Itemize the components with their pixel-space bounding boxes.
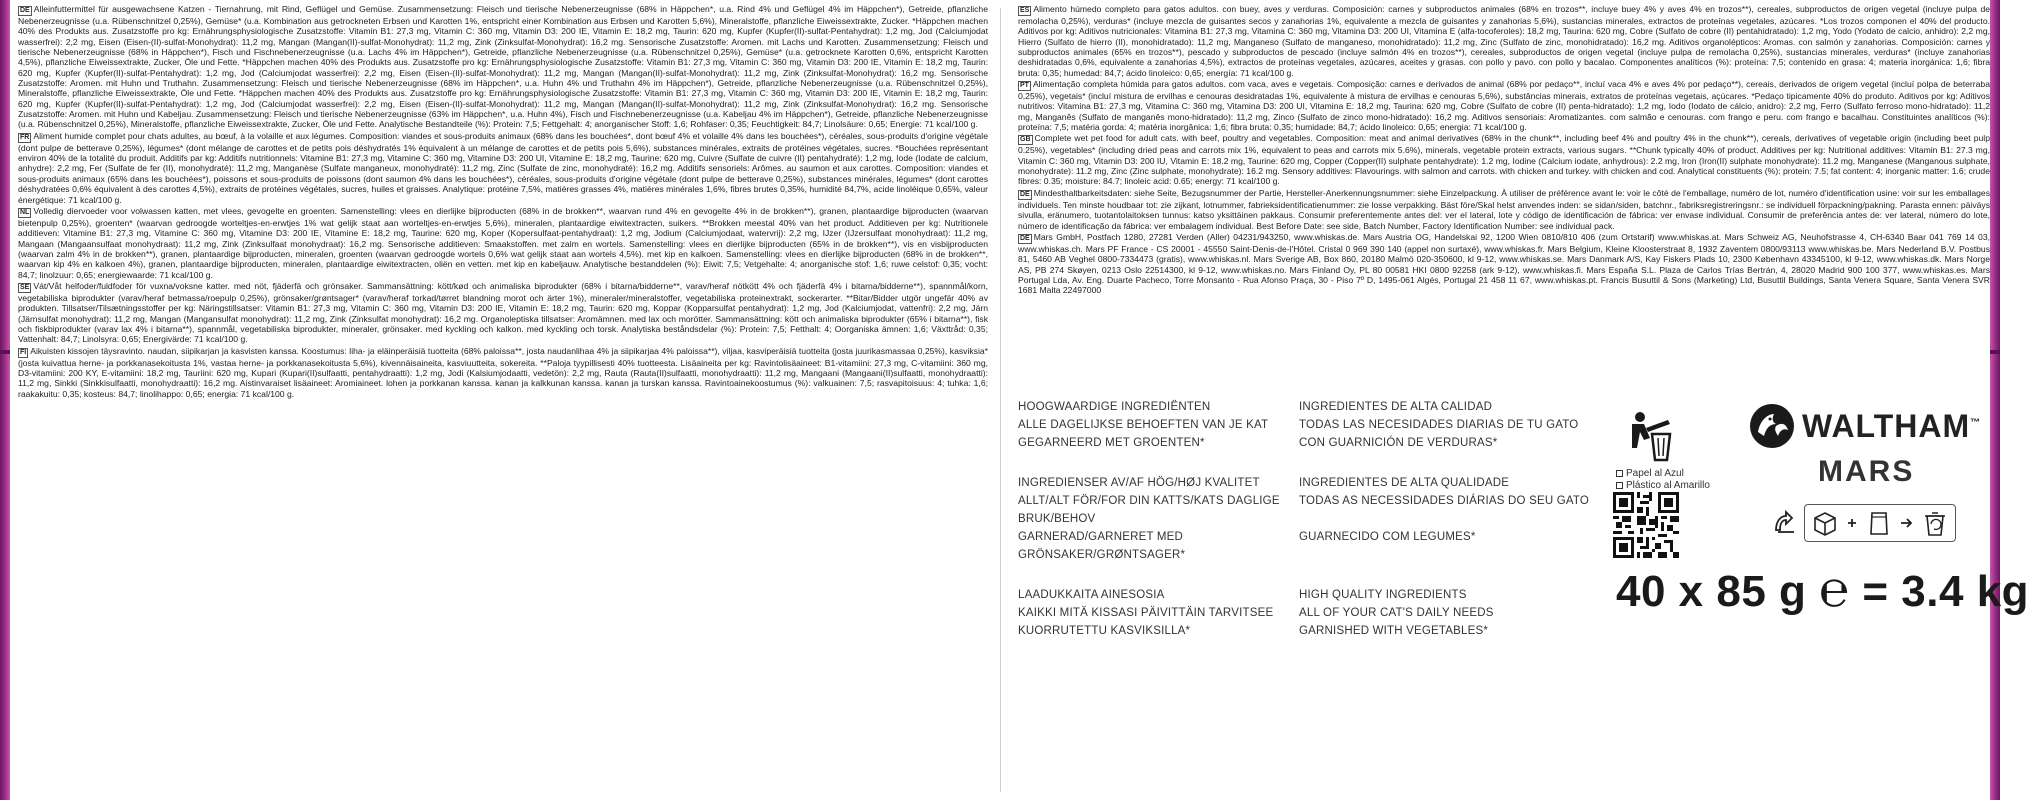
language-flag-icon: FR [20, 133, 30, 141]
ingredients-nl: NL Volledig diervoeder voor volwassen katten, met vlees, gevogelte en groenten. Samenstelling: vlees en dierlijke bijproducten (68% in de brokken**, waarvan rund 4% en gevogelte 4% in de brokken**), granen, plantaardige bijproducten (waarvan bietenpulp 0,25%), groenten* (waarvan gedroogde worteltjes-en-erwtjes 1% wat gelijk staat aan worteltjes-en-erwtjes 5,6%), mineralen, plantaardige eiwitextracten, suikers. **Brokken meestal 40% van het product. Additieven per kg: Nutritionele additieven: Vitamine B1: 27,3 mg, Vitamine C: 360 mg, Vitamine D3: 200 IE, Vitamine E: 18,2 mg, Taurine: 620 mg, Koper (Kopersulfaat-pentahydraat): 1,2 mg, Jodium (Calciumjodaat, watervrij): 2,2 mg, IJzer (IJzersulfaat monohydraat): 11,2 mg, Mangaan (Mangaansulfaat monohydraat): 11,2 mg, Zink (Zinksulfaat monohydraat): 16,2 mg. Sensorische additieven: Smaakstoffen. met zalm en wortels. Samenstelling: vlees en dierlijke bijproducten (65% in de brokken**), vis en visbijproducten (waarvan zalm 4% in de brokken**), granen, plantaardige bijproducten, mineralen, groenten (waarvan gedroogde wortels 0,6% wat gelijk staat aan wortels 4,5%). met kip en kalkoen. Samenstelling: vlees en dierlijke bijproducten (68% in de brokken**, waarvan kip 4% en kalkoen 4%), granen, plantaardige bijproducten, mineralen, plantaardige eiwitextracten, oliën en vetten. met kip en kabeljauw. Analytische bestanddelen (%): Eiwit: 7,5; Vetgehalte: 4; anorganische stof: 1,6; ruwe celstof: 0,35; vocht: 84,7; linolzuur: 0,65; energiewaarde: 71 kcal/100 g. [18, 205, 988, 280]
waltham-cat-dog-icon [1748, 402, 1796, 450]
packaging-edge-left [0, 0, 10, 800]
claim-row: LAADUKKAITA AINESOSIA HIGH QUALITY INGREDIENTS [1018, 589, 1467, 601]
language-flag-icon: DE [1020, 234, 1030, 242]
arrow-right-icon [1900, 508, 1914, 538]
language-flag-icon: SE [20, 283, 30, 291]
claim-row: GEGARNEERD MET GROENTEN* CON GUARNICIÓN DE VERDURAS* [1018, 437, 1498, 449]
recycling-bin-icon [1920, 508, 1950, 538]
mars-logo: MARS [1818, 455, 1915, 488]
edge-notch [0, 350, 10, 354]
waltham-logo [1748, 402, 1981, 450]
estimated-sign-icon: ℮ [1819, 561, 1850, 617]
plus-icon [1846, 508, 1858, 538]
qr-code-icon [1613, 492, 1679, 558]
ingredients-sv-da: SE Vát/Våt helfoder/fuldfoder för vuxna/voksne katter. med nöt, fjäderfä och grönsaker. Sammansättning: kött/kød och animaliska biprodukter (68% i bitarna/bidderne**, varav/heraf nötkött 4% och fjäderfä 4% i bitarna/bidderne**), spannmål/korn, vegetabiliska biprodukter (varav/heraf betmassa/roepulp 0,25%), grönsaker/grøntsager* (varav/heraf torkad/tørret blandning morot och ärter 1%), mineraler/mineralstoffer, vegetabiliska proteinextrakt, sockerarter. **Bitar/Bidder utgör ungefär 40% av produkten. Tillsatser/Tilsætningsstoffer per kg: Näringstillsatser: Vitamin B1: 27,3 mg, Vitamin C: 360 mg, Vitamin D3: 200 IE, Vitamin E: 18,2 mg, Taurin: 620 mg, Koppar (Kopparsulfat pentahydrat): 1,2 mg, Jod (Kalciumjodat, vattenfri): 2,2 mg, Järn (Järnsulfat monohydrat): 11,2 mg, Mangan (Mangansulfat monohydrat): 11,2 mg, Zink (Zinksulfat monohydrat): 16,2 mg. Organoleptiska tillsatser: Aromämnen. med lax och morötter. Sammansättning: kött och animaliska biprodukter (65% i bitarna**), fisk och fiskbiprodukter (varav lax 4% i bitarna**), spannmål, vegetabiliska biprodukter, mineraler, grönsaker. med kyckling och kalkon. med kyckling och torsk. Analytiska beståndsdelar (%): Protein: 7,5; Fetthalt: 4; Oorganiska ämnen: 1,6; Växttråd: 0,35; Vattenhalt: 84,7; Linolsyra: 0,65; Energivärde: 71 kcal/100 g. [18, 280, 988, 345]
sorting-pictograms [1770, 504, 1956, 542]
recycling-info [1616, 408, 1710, 492]
waltham-wordmark: WALTHAM™ [1802, 407, 1982, 444]
net-weight-count: 40 x 85 g [1616, 567, 1807, 616]
paper-recycling-label: Papel al Azul [1616, 468, 1686, 480]
language-flag-icon: NL [20, 208, 30, 216]
net-weight [1616, 560, 2029, 618]
language-flag-icon: GB [1020, 136, 1031, 144]
claim-row: KAIKKI MITÄ KISSASI PÄIVITTÄIN TARVITSEE ALL OF YOUR CAT'S DAILY NEEDS [1018, 607, 1494, 619]
tidyman-bin-icon [1622, 408, 1676, 462]
net-weight-total: = 3.4 kg [1862, 567, 2029, 616]
packaging-panel [10, 0, 2029, 800]
ingredients-fi: FI Aikuisten kissojen täysravinto. naudan, siipikarjan ja kasvisten kanssa. Koostumus: liha- ja eläinperäisiä tuotteita (68% paloissa**, josta naudanlihaa 4% ja siipikarjaa 4% paloissa**), viljaa, kasviperäisiä tuotteita (josta juurikasmassaa 0,25%), kasviksia* (josta kuivattua herne- ja porkkanasekoitusta 1%, vastaa herne- ja porkkanasekoitusta 5,6%), kivennäisaineita, kasviuutteita, sokereita. **Paloja tyypillisesti 40% tuotteesta. Lisäaineita per kg: Ravintolisäaineet: B1-vitamiini: 27,3 mg, C-vitamiini: 360 mg, D3-vitamiini: 200 KY, E-vitamiini: 18,2 mg, Tauriini: 620 mg, Kupari (Kupari(II)sulfaatti, pentahydraatti): 1,2 mg, Jodi (Kalsiumjodaatti, vedetön): 2,2 mg, Rauta (Rauta(II)sulfaatti, monohydraatti): 11,2 mg, Mangaani (Mangaani(II)sulfaatti, monohydraatti): 11,2 mg, Sinkki (Sinkkisulfaatti, monohydraatti): 16,2 mg. Aistinvaraiset lisäaineet: Aromiaineet. lohen ja porkkanan kanssa. kanan ja kalkkunan kanssa. kanan ja turskan kanssa. Ravintoainekoostumus (%): valkuainen: 7,5; rasvapitoisuus: 4; tuhka: 1,6; raakakuitu: 0,35; kosteus: 84,7; linolihappo: 0,65; energia: 71 kcal/100 g. [18, 345, 988, 399]
ingredients-column-right [1018, 4, 1990, 379]
column-divider [1000, 8, 1001, 792]
best-before-info: DE Mindesthaltbarkeitsdaten: siehe Seite, Bezugsnummer der Partie, Hersteller-Anerkennungsnummer: siehe Einzelpackung. À utiliser de préférence avant le: voir le côté de l'emballage, numéro de lot, numéro d'identification usine: voir sur les emballages individuels. Ten minste houdbaar tot: zie zijkant, lotnummer, fabrieksidentificatienummer: zie losse verpakking. Bäst före/Skal helst anvendes inden: se sidan/siden, batchnr., fabriksregistreringsnr.: se individuell förpackning/pakning. Parasta ennen: päiväys sivulla, eränumero, tuotantolaitoksen tunnus: katso yksittäinen pakkaus. Consumir preferentemente antes del: ver el lateral, lote y código de identificación de fábrica: ver envase individual. Consumir de preferência antes de: ver lateral, número do lote, número de identificação da fábrica: ver embalagem individual. Best Before Date: see side, Batch Number, Factory Identification Number: see individual pack. [1018, 187, 1990, 231]
claims-block-nl-es [1018, 398, 1598, 452]
ingredients-es: ES Alimento húmedo completo para gatos adultos. con buey, aves y verduras. Composición: carnes y subproductos animales (68% en trozos**, incluye buey 4% y aves 4% en trozos**), cereales, subproductos de origen vegetal (incluye pulpa de remolacha 0,25%), verduras* (incluye mezcla de guisantes secos y zanahorias 1%, equivalente a mezcla de guisantes y zanahorias 5,6%), sustancias minerales, extractos de proteínas vegetales, azúcares. *Los trozos componen el 40% del producto. Aditivos por kg: Aditivos nutricionales: Vitamina B1: 27,3 mg, Vitamina C: 360 mg, Vitamina D3: 200 UI, Vitamina E (alfa-tocoferoles): 18,2 mg, Taurina: 620 mg, Cobre (Sulfato de cobre (II) pentahidratado): 1,2 mg, Yodo (Yodato de calcio, anhidro): 2,2 mg, Hierro (Sulfato de hierro (II), monohidratado): 11,2 mg, Manganeso (Sulfato de manganeso, monohidratado): 11,2 mg, Zinc (Sulfato de zinc, monohidratado): 16,2 mg. Aditivos organolépticos: Aromas. con salmón y zanahorias. Composición: carnes y subproductos animales (65% en trozos**), pescado y subproductos de pescado (incluye salmón 4% en trozos**), cereales, subproductos de origen vegetal (incluye pulpa de remolacha 0,25%), sustancias minerales, verduras* (incluye zanahorias deshidratadas 0,6%, equivalente a zanahorias 4,5%), extractos de proteínas vegetales, azúcares, aceites y grasas. con pollo y pavo. con pollo y bacalao. Componentes analíticos (%): proteína: 7,5; contenido en grasa: 4; materia inorgánica: 1,6; fibra bruta: 0,35; humedad: 84,7; ácido linoleico: 0,65; energía: 71 kcal/100 g. [1018, 4, 1990, 78]
claim-row: INGREDIENSER AV/AF HÖG/HØJ KVALITET INGREDIENTES DE ALTA QUALIDADE [1018, 477, 1510, 489]
claim-row: KUORRUTETTU KASVIKSILLA* GARNISHED WITH VEGETABLES* [1018, 625, 1489, 637]
ingredients-en: GB Complete wet pet food for adult cats. with beef, poultry and vegetables. Composition: meat and animal derivatives (68% in the chunk**, including beef 4% and poultry 4% in the chunk**), cereals, derivatives of vegetable origin (including beet pulp 0.25%), vegetables* (including dried peas and carrots mix 1%, equivalent to peas and carrots mix 5.6%), minerals, vegetable protein extracts, various sugars. **Chunk typically 40% of product. Additives per kg: Nutritional additives: Vitamin B1: 27.3 mg, Vitamin C: 360 mg, Vitamin D3: 200 IU, Vitamin E: 18.2 mg, Taurine: 620 mg, Copper (Copper(II) sulphate pentahydrate): 1.2 mg, Iodine (Calcium iodate, anhydrous): 2.2 mg, Iron (Iron(II) sulphate monohydrate): 11.2 mg, Manganese (Manganous sulphate, monohydrate): 11.2 mg, Zinc (Zinc sulphate, monohydrate): 16.2 mg. Sensory additives: Flavourings. with salmon and carrots. with chicken and turkey. with chicken and cod. Analytical constituents (%): protein: 7.5; fat content: 4; inorganic matter: 1.6; crude fibres: 0.35; moisture: 84.7; linoleic acid: 0.65; energy: 71 kcal/100 g. [1018, 133, 1990, 187]
language-flag-icon: DE [20, 7, 30, 14]
claim-row: ALLT/ALT FÖR/FOR DIN KATTS/KATS DAGLIGE BRUK/BEHOV TODAS AS NECESSIDADES DIÁRIAS DO SEU GATO [1018, 495, 1590, 525]
claim-row: GARNERAD/GARNERET MED GRÖNSAKER/GRØNTSAGER* GUARNECIDO COM LEGUMES* [1018, 531, 1476, 561]
manufacturer-addresses: DE Mars GmbH, Postfach 1280, 27281 Verden (Aller) 04231/943250, www.whiskas.de. Mars Austria OG, Handelskai 92, 1200 Wien 0810/810 406 (zum Ortstarif) www.whiskas.at. Mars Schweiz AG, Neuhofstrasse 4, CH-6340 Baar 041 769 14 03, www.whiskas.ch. Mars PF France - CS 20001 - 45550 Saint-Denis-de-l'Hôtel. Cristal 0 969 390 140 (appel non surtaxé), www.whiskas.fr. Mars Belgium, Kleine Kloosterstraat 8, 1932 Zaventem 0800/93113 www.whiskas.be. Mars Nederland B.V. Postbus 81, 5460 AB Veghel 0800-7334473 (gratis), www.whiskas.nl. Mars Sverige AB, Box 860, 20180 Malmö 020-350600, kl 9-12, www.whiskas.se. Mars Danmark A/S, Kay Fiskers Plads 10, 2300 København 43345100, kl 9-12, www.whiskas.dk. Mars Norge AS, PB 274 Skøyen, 0213 Oslo 22514300, kl 9-12, www.whiskas.no. Mars Finland Oy, PL 80 00581 HKI 0800 92258 (ark 9-12), www.whiskas.fi. Mars España S.L. Plaza de Carlos Trías Bertrán, 4, 28020 Madrid 900 100 377, www.whiskas.es. Mars Portugal Lda, Av. Eng. Duarte Pacheco, Torre Monsanto - Rua Afonso Praça, 30 - Piso 7º D, 1495-061 Algés, Portugal 21 458 11 67, www.whiskas.pt. Francis Busuttil & Sons (Marketing) Ltd, Busuttil Buildings, Santa Venera Square, Santa Venera SVR 1681 Malta 22497000 [1018, 231, 1990, 296]
language-flag-icon: FI [20, 348, 27, 356]
claim-row: HOOGWAARDIGE INGREDIËNTEN INGREDIENTES DE ALTA CALIDAD [1018, 401, 1493, 413]
edge-notch [1990, 350, 2000, 354]
plastic-recycling-label: Plástico al Amarillo [1616, 480, 1686, 492]
blue-square-icon [1616, 470, 1623, 477]
yellow-square-icon [1616, 482, 1623, 489]
ingredients-de: DE Alleinfuttermittel für ausgewachsene Katzen - Tiernahrung, mit Rind, Geflügel und Gemüse. Zusammensetzung: Fleisch und tierische Nebenerzeugnisse (68% in Häppchen*, u.a. Rind 4% und Geflügel 4% im Häppchen*), Getreide, pflanzliche Nebenerzeugnisse (u.a. Rübenschnitzel 0,25%), Gemüse* (u.a. Kombination aus getrockneten Erbsen und Karotten 1%, entspricht einer Kombination aus Erbsen und Karotten 5,6%), Mineralstoffe, pflanzliche Eiweissextrakte, Zucker. *Häppchen machen 40% des Produkts aus. Zusatzstoffe pro kg: Ernährungsphysiologische Zusatzstoffe: Vitamin B1: 27,3 mg, Vitamin C: 360 mg, Vitamin D3: 200 IE, Vitamin E: 18,2 mg, Taurin: 620 mg, Kupfer (Kupfer(II)-sulfat-Pentahydrat): 1,2 mg, Jod (Calciumjodat wasserfrei): 2,2 mg, Eisen (Eisen-(II)-sulfat-Monohydrat): 11,2 mg, Mangan (Mangan(II)-sulfat-Monohydrat): 11,2 mg, Zink (Zinksulfat-Monohydrat): 16,2 mg. Sensorische Zusatzstoffe: Aromen. mit Lachs und Karotten. Zusammensetzung: Fleisch und tierische Nebenerzeugnisse (68% in Häppchen*), Fisch und Fischnebenerzeugnisse (u.a. Lachs 4% im Häppchen*), Getreide, pflanzliche Nebenerzeugnisse (u.a. Rübenschnitzel 0,25%), Gemüse* (u.a. getrocknete Karotten 0,6%, entspricht Karotten 4,5%), pflanzliche Eiweissextrakte, Zucker, Öle und Fette. *Häppchen machen 40% des Produkts aus. Zusatzstoffe pro kg: Ernährungsphysiologische Zusatzstoffe: Vitamin B1: 27,3 mg, Vitamin C: 360 mg, Vitamin D3: 200 IE, Vitamin E: 18,2 mg, Taurin: 620 mg, Kupfer (Kupfer(II)-sulfat-Pentahydrat): 1,2 mg, Jod (Calciumjodat wasserfrei): 2,2 mg, Eisen (Eisen-(II)-sulfat-Monohydrat): 11,2 mg, Mangan (Mangan(II)-sulfat-Monohydrat): 11,2 mg, Zink (Zinksulfat-Monohydrat): 16,2 mg. Sensorische Zusatzstoffe: Aromen. mit Huhn und Truthahn. Zusammensetzung: Fleisch und tierische Nebenerzeugnisse (68% im Häppchen*, u.a. Huhn 4% und Truthahn 4% im Häppchen*), Getreide, pflanzliche Nebenerzeugnisse (u.a. Rübenschnitzel 0,25%), Mineralstoffe, pflanzliche Eiweissextrakte, Öle und Fette. *Häppchen machen 40% des Produkts aus. Zusatzstoffe pro kg: Ernährungsphysiologische Zusatzstoffe: Vitamin B1: 27,3 mg, Vitamin C: 360 mg, Vitamin D3: 200 IE, Vitamin E: 18,2 mg, Taurin: 620 mg, Kupfer (Kupfer(II)-sulfat-Pentahydrat): 1,2 mg, Jod (Calciumjodat wasserfrei): 2,2 mg, Eisen (Eisen-(II)-sulfat-Monohydrat): 11,2 mg, Mangan (Mangan(II)-sulfat-Monohydrat): 11,2 mg, Zink (Zinksulfat-Monohydrat): 16,2 mg. Sensorische Zusatzstoffe: Aromen. mit Huhn und Kabeljau. Zusammensetzung: Fleisch und tierische Nebenerzeugnisse (63% im Häppchen*, u.a. Huhn 4%), Fisch und Fischnebenerzeugnisse (u.a. Kabeljau 4% im Häppchen*), Getreide, pflanzliche Nebenerzeugnisse (u.a. Rübenschnitzel 0,25%), Mineralstoffe, pflanzliche Eiweissextrakte, Zucker, Öle und Fette. Analytische Bestandteile (%): Protein: 7,5; Fettgehalt: 4; anorganischer Stoff: 1,6; Rohfaser: 0,35; Feuchtigkeit: 84,7; Linolsäure: 0,65; Energie: 71 kcal/100 g. [18, 4, 988, 130]
claims-table [1018, 398, 1598, 662]
box-icon [1810, 508, 1840, 538]
packaging-edge-right [1990, 0, 2000, 800]
language-flag-icon: ES [1020, 7, 1030, 14]
claims-block-fi-en [1018, 586, 1598, 640]
ingredients-column-left [18, 4, 988, 794]
sorting-arrow-group [1804, 504, 1956, 542]
claims-block-sv-pt [1018, 474, 1598, 564]
language-flag-icon: PT [1020, 82, 1029, 90]
ingredients-fr: FR Aliment humide complet pour chats adultes, au bœuf, à la volaille et aux légumes. Composition: viandes et sous-produits animaux (68% dans les bouchées*, dont bœuf 4% et volaille 4% dans les bouchées*), céréales, sous-produits d'origine végétale (dont pulpe de betterave 0,25%), légumes* (dont mélange de carottes et de petits pois déshydratés 1% équivalent à un mélange de carottes et de petits pois 5,6%), substances minérales, extraits de protéines végétales, sucres. *Bouchées représentant environ 40% de la totalité du produit. Additifs par kg: Additifs nutritionnels: Vitamine B1: 27,3 mg, Vitamine C: 360 mg, Vitamine D3: 200 UI, Vitamine E: 18,2 mg, Taurine: 620 mg, Cuivre (Sulfate de cuivre (II) pentahydraté): 1,2 mg, Iode (Iodate de calcium, anhydre): 2,2 mg, Fer (Sulfate de fer (II), monohydraté): 11,2 mg, Manganèse (Sulfate manganeux, monohydraté): 11,2 mg, Zinc (Sulfate de zinc, monohydraté): 16,2 mg. Additifs sensoriels: Arômes. au saumon et aux carottes. Composition: viandes et sous-produits animaux (65% dans les bouchées*), poissons et sous-produits de poissons (dont saumon 4% dans les bouchées*), céréales, sous-produits d'origine végétale (dont pulpe de betterave 0,25%), substances minérales, légumes* (dont carottes déshydratées 0,6% équivalent à des carottes 4,5%), extraits de protéines végétales, sucres, huiles et graisses. Analytique: protéine 7,5%, matières grasses 4%, matières minérales 1,6%, fibres brutes 0,35%, humidité 84,7%, acide linoléique 0,65%, valeur énergétique: 71 kcal/100 g. [18, 130, 988, 205]
language-flag-icon: DE [1020, 190, 1030, 198]
hands-recycle-icon [1770, 508, 1800, 538]
pouch-icon [1864, 508, 1894, 538]
recycling-labels [1616, 468, 1710, 492]
ingredients-pt: PT Alimentação completa húmida para gatos adultos. com vaca, aves e vegetais. Composição: carnes e derivados de animal (68% por pedaço**, incluí vaca 4% e aves 4% por pedaço**), cereais, derivados de origem vegetal (incluí polpa de beterraba 0,25%), vegetais* (incluí mistura de ervilhas e cenouras desidratadas 1%, equivalente à mistura de ervilhas e cenouras 5,6%), substâncias minerais, extratos de proteínas vegetais, açúcares. *Pedaço tipicamente 40% do produto. Aditivos por kg: Aditivos nutritivos: Vitamina B1: 27,3 mg, Vitamina C: 360 mg, Vitamina D3: 200 UI, Vitamina E: 18,2 mg, Taurina: 620 mg, Cobre (Sulfato de cobre (II) penta-hidratado): 1,2 mg, Iodo (Iodato de cálcio, anidro): 2,2 mg, Ferro (Sulfato ferroso mono-hidratado): 11,2 mg, Manganês (Sulfato de manganês mono-hidratado): 11,2 mg, Zinco (Sulfato de zinco mono-hidratado): 16,2 mg. Aditivos sensoriais: Aromatizantes. com salmão e cenouras. com frango e peru. com frango e bacalhau. Constituintes analíticos (%): proteína: 7,5; matéria gorda: 4; matéria inorgânica: 1,6; fibra bruta: 0,35; humidade: 84,7; ácido linoleico: 0,65; energia: 71 kcal/100 g. [1018, 79, 1990, 133]
claim-row: ALLE DAGELIJKSE BEHOEFTEN VAN JE KAT TODAS LAS NECESIDADES DIARIAS DE TU GATO [1018, 419, 1579, 431]
